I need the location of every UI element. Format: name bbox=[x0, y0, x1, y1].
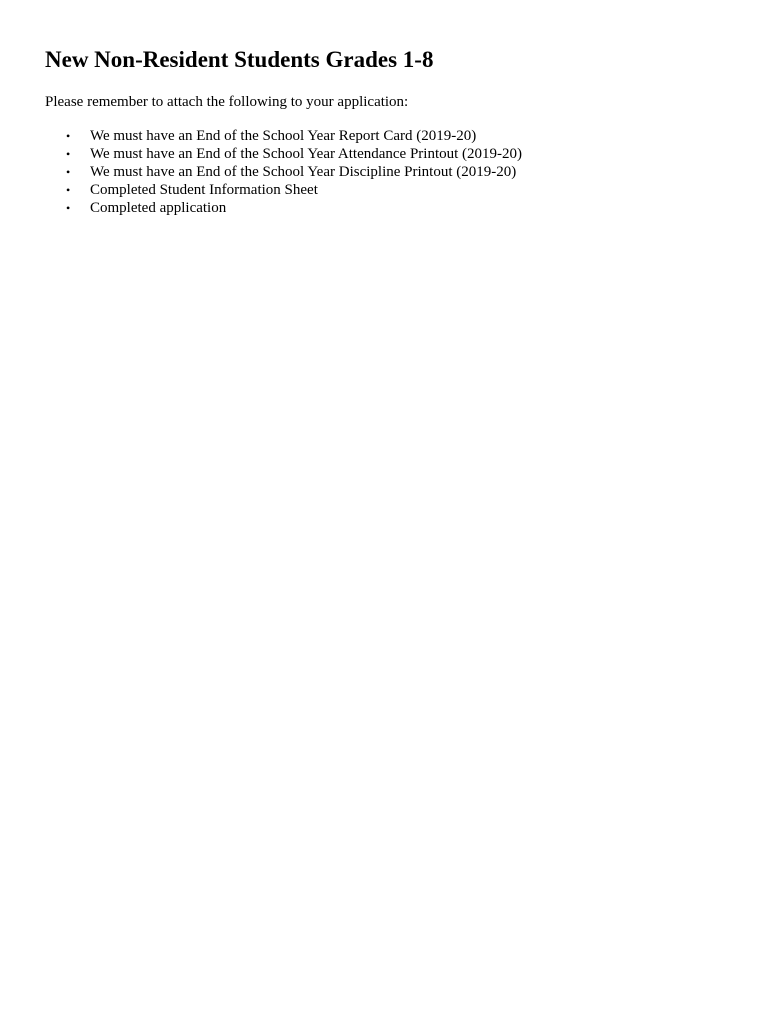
page-title: New Non-Resident Students Grades 1-8 bbox=[45, 47, 434, 72]
intro-text: Please remember to attach the following to your application: bbox=[45, 94, 409, 110]
list-item-text: We must have an End of the School Year Report Card (2019-20) bbox=[90, 128, 477, 144]
bullet-icon: • bbox=[66, 147, 71, 161]
bullet-icon: • bbox=[66, 129, 71, 143]
list-item-text: We must have an End of the School Year Attendance Printout (2019-20) bbox=[90, 146, 523, 162]
list-item-text: Completed Student Information Sheet bbox=[90, 182, 318, 198]
bullet-icon: • bbox=[66, 165, 71, 179]
bullet-icon: • bbox=[66, 201, 71, 215]
list-item-text: We must have an End of the School Year Discipline Printout (2019-20) bbox=[90, 164, 517, 180]
list-item-text: Completed application bbox=[90, 200, 227, 216]
bullet-icon: • bbox=[66, 183, 71, 197]
